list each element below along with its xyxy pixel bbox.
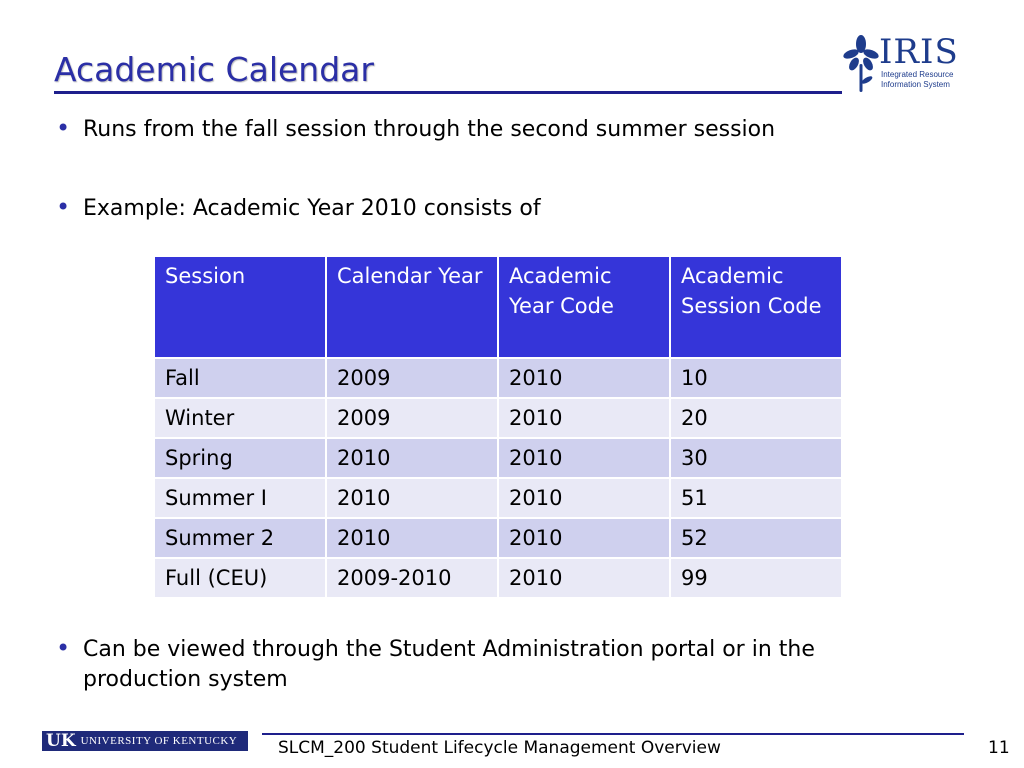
page-number: 11 (988, 738, 1010, 758)
logo-subtitle (881, 70, 954, 90)
table-cell: 2010 (498, 438, 670, 478)
table-cell: 51 (670, 478, 842, 518)
table-cell: 2009-2010 (326, 558, 498, 598)
bullet-item (56, 635, 926, 695)
bullet-dot: • (56, 193, 71, 221)
table-cell: 2010 (498, 558, 670, 598)
table-cell: 2010 (326, 438, 498, 478)
table-row (154, 518, 842, 558)
university-name: UNIVERSITY OF KENTUCKY (80, 735, 238, 747)
table-cell: Fall (154, 358, 326, 398)
column-header-calendar-year: Calendar Year (326, 256, 498, 358)
table-cell: 2010 (498, 478, 670, 518)
university-logo (42, 731, 248, 751)
table-header-row (154, 256, 842, 358)
iris-flower-icon (843, 34, 879, 94)
logo-subtitle-line2: Information System (881, 80, 950, 89)
footer-course-title: SLCM_200 Student Lifecycle Management Overview (278, 738, 721, 758)
table-cell: 2009 (326, 358, 498, 398)
academic-calendar-table (153, 255, 843, 599)
table-cell: 2010 (498, 358, 670, 398)
table-cell: 2010 (498, 398, 670, 438)
table-cell: 2010 (326, 478, 498, 518)
bullet-dot: • (56, 114, 71, 142)
table-cell: Spring (154, 438, 326, 478)
column-header-academic-session-code: Academic Session Code (670, 256, 842, 358)
table-row (154, 558, 842, 598)
table-row (154, 358, 842, 398)
bullet-item (56, 194, 916, 224)
iris-logo (843, 32, 963, 94)
table-cell: 52 (670, 518, 842, 558)
column-header-academic-year-code: Academic Year Code (498, 256, 670, 358)
table-row (154, 438, 842, 478)
bullet-text: Example: Academic Year 2010 consists of (83, 196, 541, 221)
bullet-text: Runs from the fall session through the second summer session (83, 117, 776, 142)
table-row (154, 478, 842, 518)
title-underline (54, 91, 842, 94)
footer-divider (262, 733, 964, 735)
logo-subtitle-line1: Integrated Resource (881, 70, 954, 79)
table-cell: 99 (670, 558, 842, 598)
bullet-text: Can be viewed through the Student Administration portal or in the production system (83, 637, 815, 692)
table-cell: Winter (154, 398, 326, 438)
table-cell: 10 (670, 358, 842, 398)
table-cell: Full (CEU) (154, 558, 326, 598)
table-cell: 2009 (326, 398, 498, 438)
table-cell: 20 (670, 398, 842, 438)
table-cell: 2010 (326, 518, 498, 558)
table-cell: Summer 2 (154, 518, 326, 558)
table-cell: 30 (670, 438, 842, 478)
uk-mark: UK (46, 731, 76, 751)
logo-name: IRIS (879, 32, 959, 72)
table-cell: Summer I (154, 478, 326, 518)
table-row (154, 398, 842, 438)
table-cell: 2010 (498, 518, 670, 558)
slide-title: Academic Calendar (54, 50, 374, 89)
column-header-session: Session (154, 256, 326, 358)
bullet-item (56, 115, 916, 145)
bullet-dot: • (56, 634, 71, 662)
